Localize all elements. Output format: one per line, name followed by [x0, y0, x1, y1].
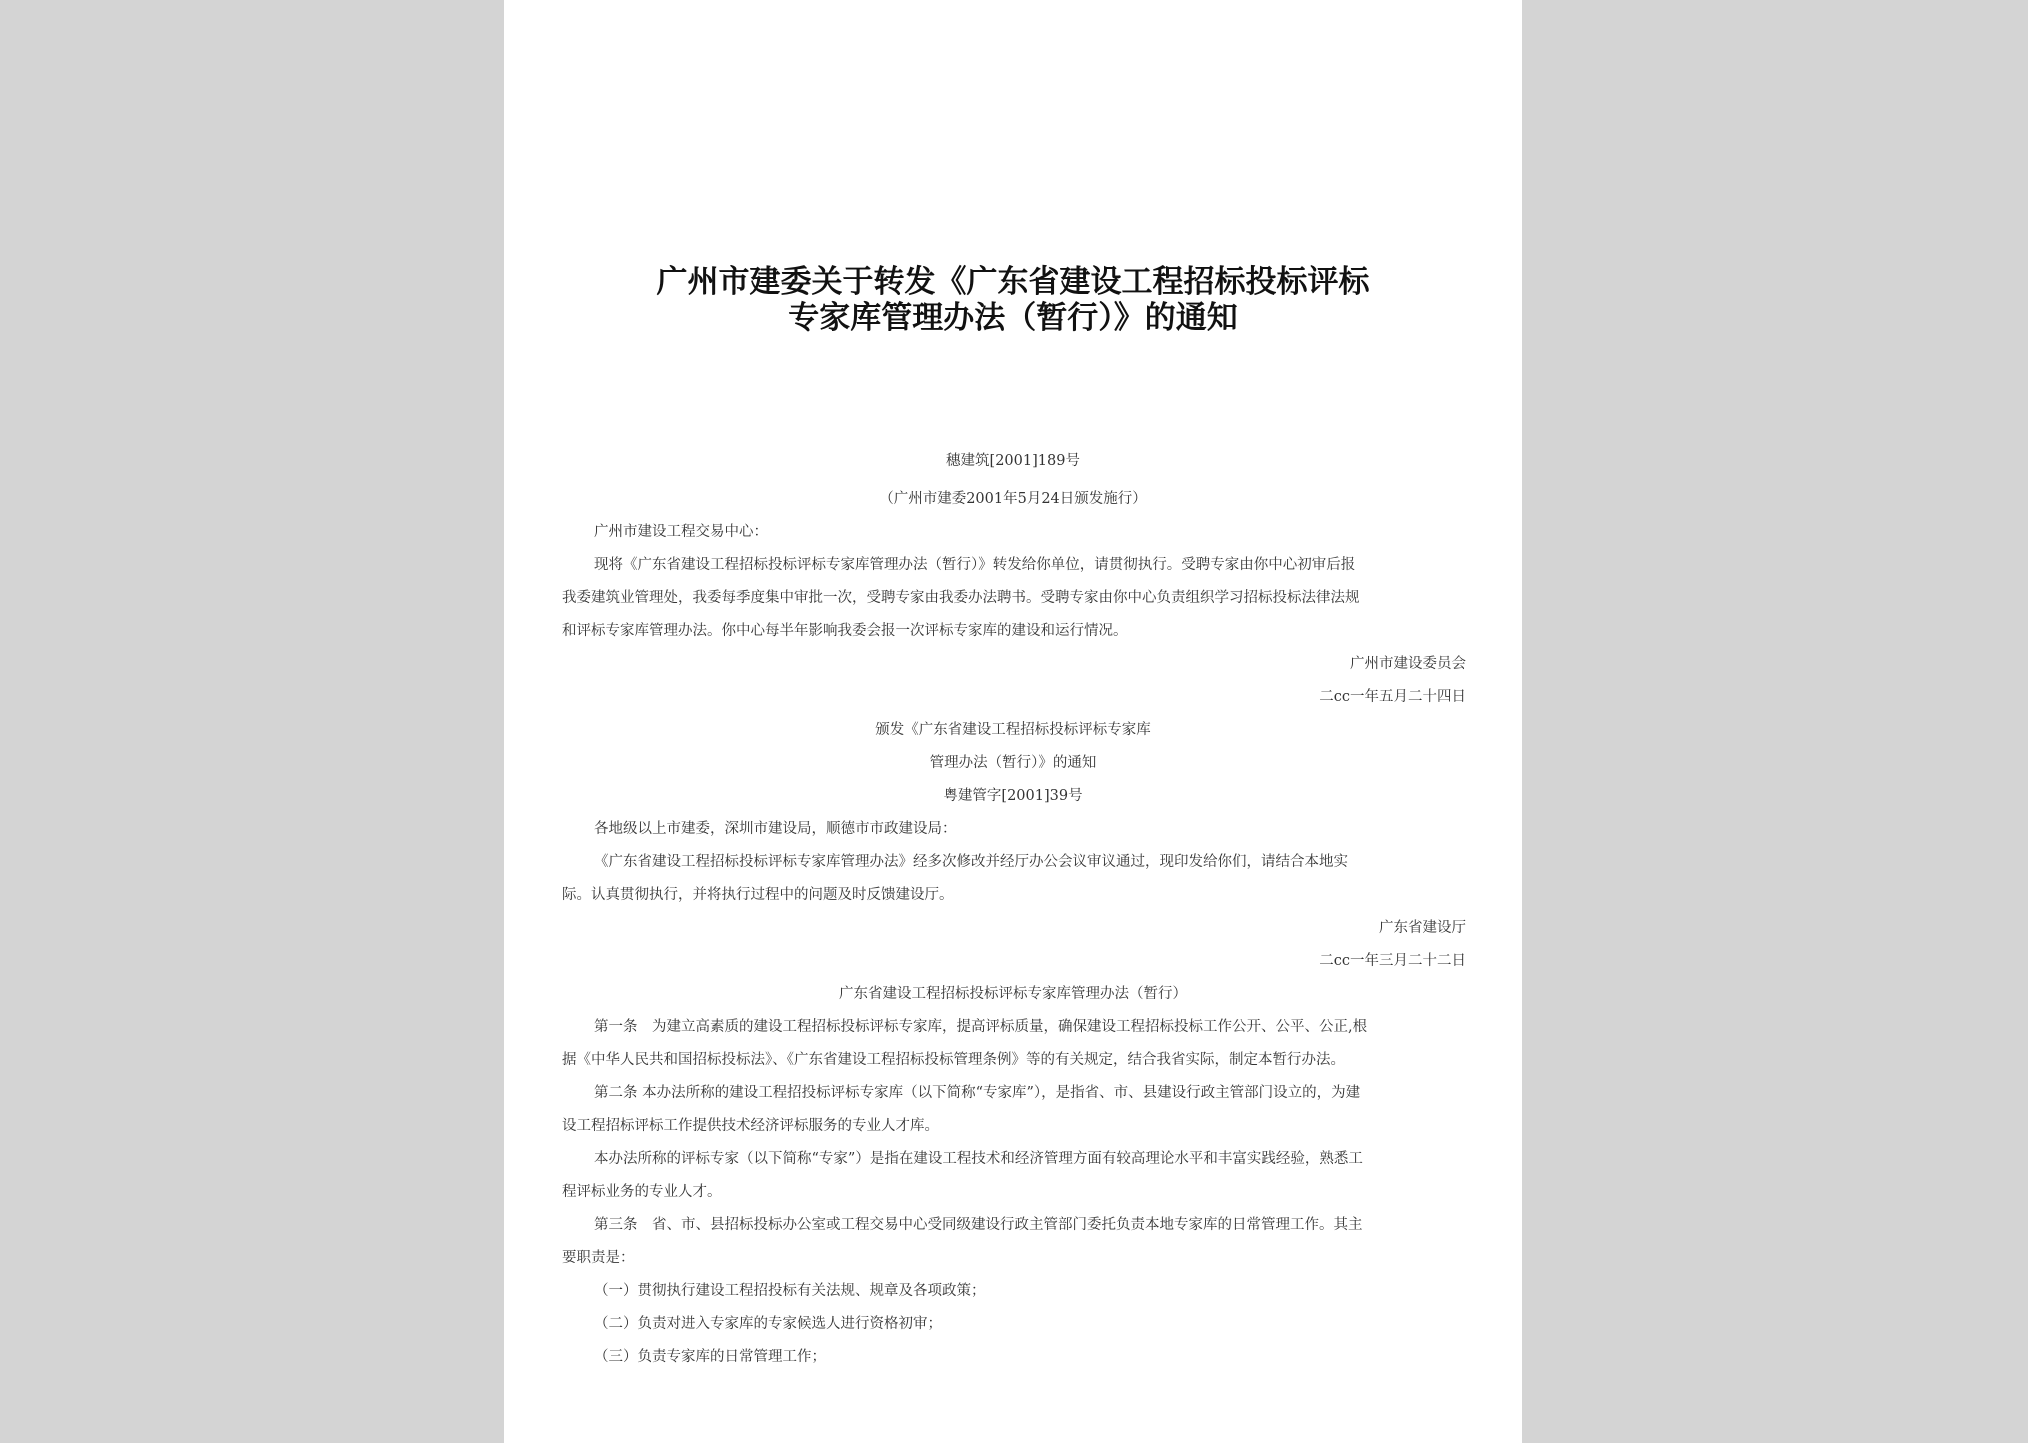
notice-title-line-1: 颁发《广东省建设工程招标投标评标专家库 [875, 722, 1151, 738]
signature-org: 广东省建设厅 [1379, 920, 1466, 936]
list-item: （三）负责专家库的日常管理工作； [594, 1349, 826, 1365]
article-line: 第一条 为建立高素质的建设工程招标投标评标专家库，提高评标质量，确保建设工程招标投标工作公开、公平、公正,根 [594, 1019, 1368, 1035]
document-page [504, 0, 1522, 1443]
article-line: 程评标业务的专业人才。 [562, 1184, 722, 1200]
signature-date: 二cc一年五月二十四日 [1319, 689, 1466, 705]
article-line: 设工程招标评标工作提供技术经济评标服务的专业人才库。 [562, 1118, 939, 1134]
issue-note: （广州市建委2001年5月24日颁发施行） [879, 491, 1147, 507]
article-line: 要职责是： [562, 1250, 635, 1266]
article-line: 据《中华人民共和国招标投标法》、《广东省建设工程招标投标管理条例》等的有关规定，结合我省实际，制定本暂行办法。 [562, 1052, 1345, 1068]
rules-title: 广东省建设工程招标投标评标专家库管理办法（暂行） [839, 986, 1187, 1002]
article-line: 第二条 本办法所称的建设工程招投标评标专家库（以下简称“专家库”），是指省、市、县建设行政主管部门设立的，为建 [594, 1085, 1361, 1101]
document-number: 穗建筑[2001]189号 [946, 453, 1080, 469]
document-title-line-1: 广州市建委关于转发《广东省建设工程招标投标评标 [656, 264, 1370, 300]
signature-date: 二cc一年三月二十二日 [1319, 953, 1466, 969]
body-line: 际。认真贯彻执行，并将执行过程中的问题及时反馈建设厅。 [562, 887, 954, 903]
notice-addressee: 各地级以上市建委，深圳市建设局，顺德市市政建设局： [594, 821, 957, 837]
addressee: 广州市建设工程交易中心： [594, 524, 768, 540]
body-line: 《广东省建设工程招标投标评标专家库管理办法》经多次修改并经厅办公会议审议通过，现印发给你们，请结合本地实 [594, 854, 1348, 870]
article-line: 本办法所称的评标专家（以下简称“专家”）是指在建设工程技术和经济管理方面有较高理论水平和丰富实践经验，熟悉工 [594, 1151, 1363, 1167]
article-line: 第三条 省、市、县招标投标办公室或工程交易中心受同级建设行政主管部门委托负责本地专家库的日常管理工作。其主 [594, 1217, 1363, 1233]
notice-title-line-2: 管理办法（暂行）》的通知 [929, 755, 1097, 771]
list-item: （二）负责对进入专家库的专家候选人进行资格初审； [594, 1316, 942, 1332]
body-line: 我委建筑业管理处，我委每季度集中审批一次，受聘专家由我委办法聘书。受聘专家由你中心负责组织学习招标投标法律法规 [562, 590, 1360, 606]
signature-org: 广州市建设委员会 [1350, 656, 1466, 672]
list-item: （一）贯彻执行建设工程招投标有关法规、规章及各项政策； [594, 1283, 986, 1299]
body-line: 现将《广东省建设工程招标投标评标专家库管理办法（暂行）》转发给你单位，请贯彻执行。受聘专家由你中心初审后报 [594, 557, 1356, 573]
notice-number: 粤建管字[2001]39号 [943, 788, 1083, 804]
document-title-line-2: 专家库管理办法（暂行）》的通知 [788, 300, 1238, 336]
body-line: 和评标专家库管理办法。你中心每半年影响我委会报一次评标专家库的建设和运行情况。 [562, 623, 1128, 639]
